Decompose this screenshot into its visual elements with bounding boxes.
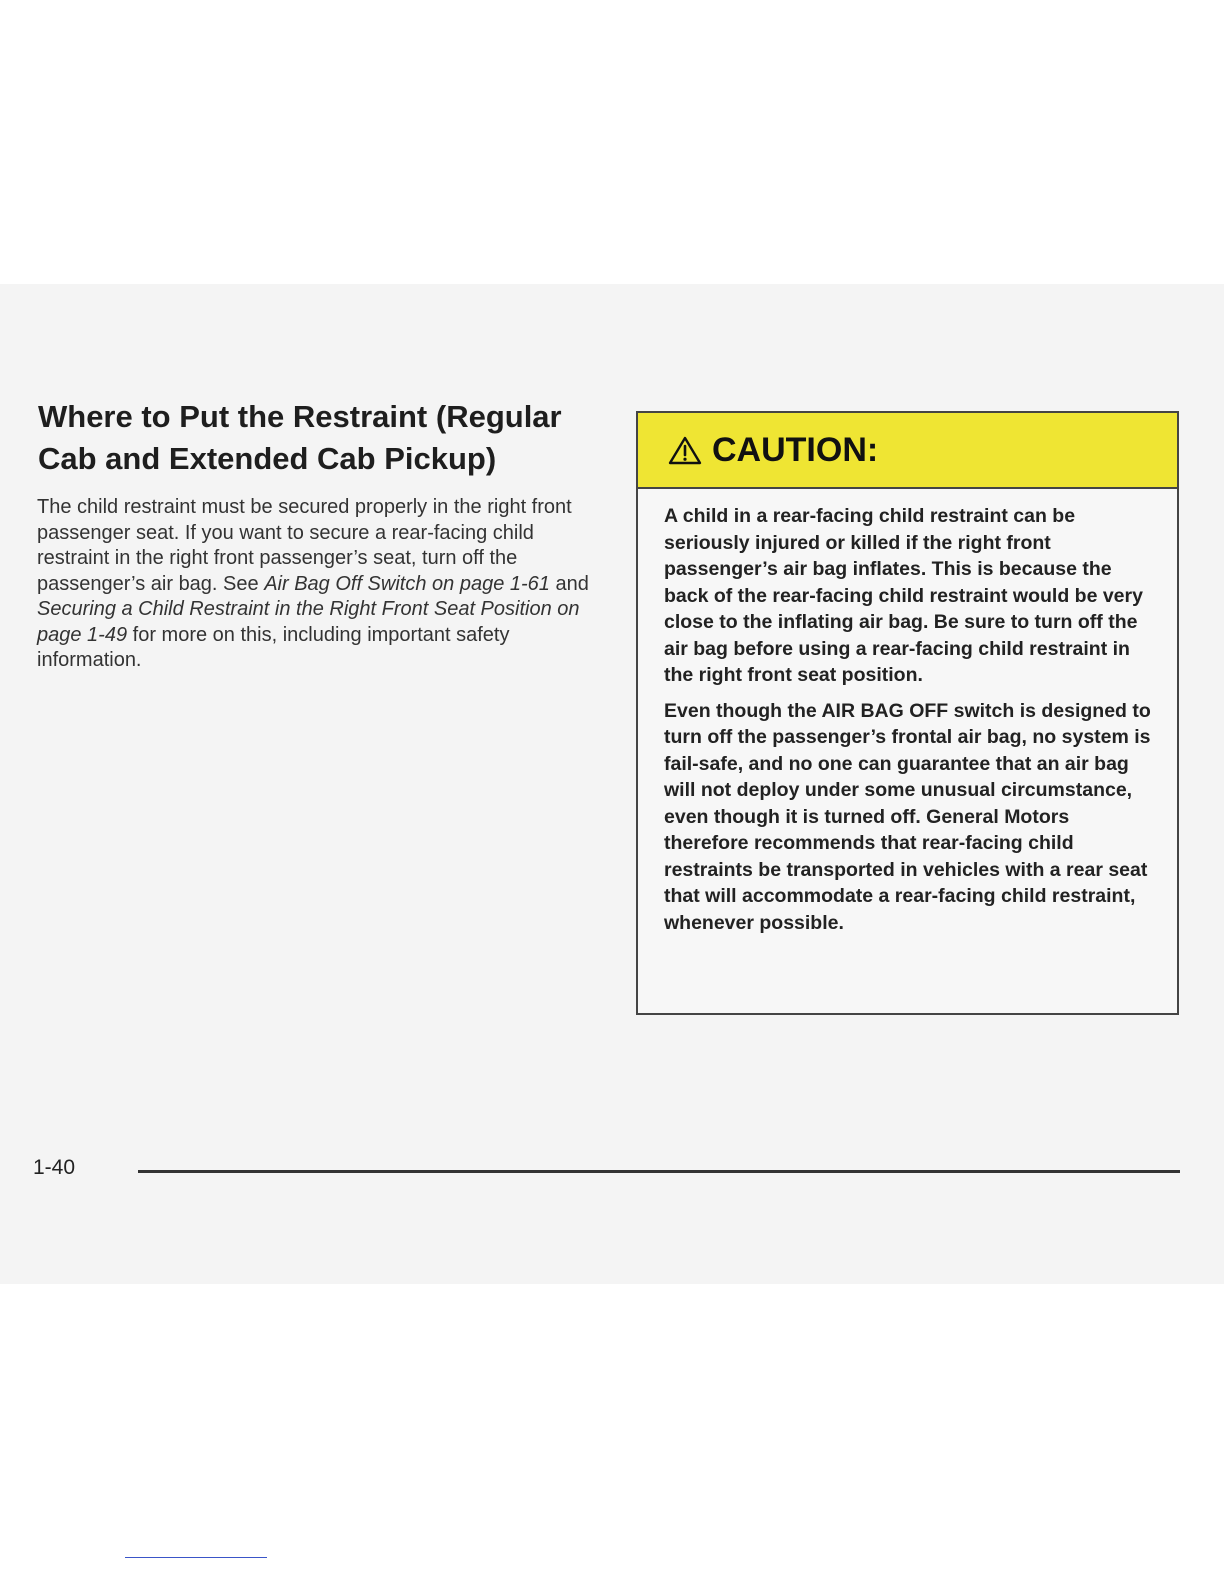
caution-box	[636, 411, 1179, 1015]
intro-text-and: and	[549, 572, 589, 595]
caution-paragraph-1: A child in a rear-facing child restraint can be seriously injured or killed if the right front passenger’s air bag inflates. This is because the back of the rear-facing child restraint would be very close to the inflating air bag. Be sure to turn off the air bag before using a rear-facing child restraint in the right front seat position.	[664, 505, 1143, 686]
intro-text-2: for more on this, including important safety information.	[37, 623, 510, 671]
bottom-link-underline	[125, 1557, 267, 1558]
footer-divider	[138, 1170, 1180, 1173]
caution-title: CAUTION:	[712, 430, 879, 469]
warning-triangle-icon	[668, 435, 702, 465]
caution-body	[638, 489, 1177, 936]
intro-text-1: The child restraint must be secured properly in the right front passenger seat. If you want to secure a rear-facing child restraint in the right front passenger’s seat, turn off the passenger’s air bag. See	[37, 496, 572, 595]
caution-paragraph-2: Even though the AIR BAG OFF switch is designed to turn off the passenger’s frontal air bag, no system is fail-safe, and no one can guarantee that an air bag will not deploy under some unusual circumstance, even though it is turned off. General Motors therefore recommends that rear-facing child restraints be transported in vehicles with a rear seat that will accommodate a rear-facing child restraint, whenever possible.	[664, 699, 1151, 934]
caution-header	[638, 413, 1177, 489]
intro-paragraph	[37, 495, 597, 674]
page-number: 1-40	[33, 1156, 76, 1179]
cross-reference-air-bag-off-switch[interactable]: Air Bag Off Switch on page 1-61	[264, 572, 550, 595]
cross-reference-securing-child-restraint[interactable]: Securing a Child Restraint in the Right Front Seat Position on page 1-49	[37, 598, 580, 646]
section-heading: Where to Put the Restraint (Regular Cab and Extended Cab Pickup)	[38, 399, 562, 476]
